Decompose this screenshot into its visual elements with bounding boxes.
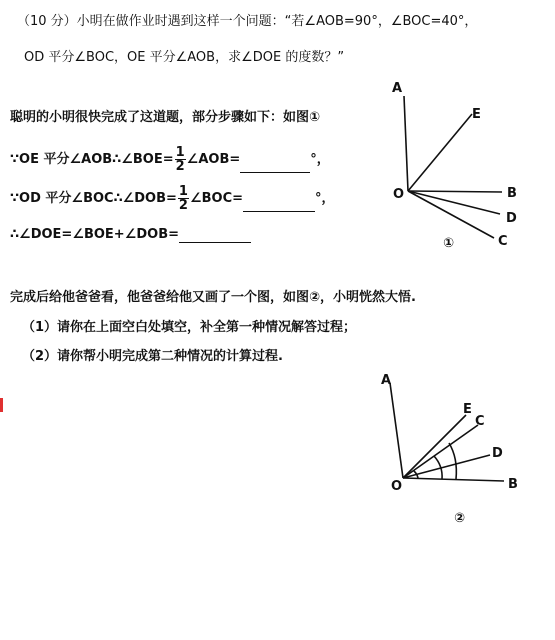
step-1-prefix: ∵OE 平分∠AOB∴∠BOE= — [10, 152, 174, 167]
step-2-end: °， — [315, 191, 335, 206]
step-1-middle: ∠AOB= — [186, 152, 241, 167]
fraction-denominator: 2 — [175, 159, 185, 174]
fraction-numerator: 1 — [175, 145, 185, 160]
fig2-caption: ② — [454, 511, 466, 526]
angle-arc-outer — [449, 443, 456, 479]
fig2-label-C: C — [475, 414, 485, 429]
fig2-label-E: E — [463, 402, 472, 417]
fig1-label-C: C — [498, 234, 508, 249]
fig2-label-A: A — [381, 373, 392, 388]
fig2-label-B: B — [508, 477, 518, 492]
fig1-label-A: A — [392, 81, 403, 96]
fig1-label-B: B — [507, 186, 517, 201]
problem-line-1: （10 分）小明在做作业时遇到这样一个问题：“若∠AOB=90°，∠BOC=40°， — [17, 14, 478, 29]
question-2: （2）请你帮小明完成第二种情况的计算过程. — [22, 349, 283, 364]
followup-line-1: 完成后给他爸爸看，他爸爸给他又画了一个图，如图②，小明恍然大悟. — [10, 290, 416, 305]
fraction-denominator: 2 — [178, 198, 188, 213]
ray-OA — [390, 383, 403, 478]
problem-line-2: OD 平分∠BOC，OE 平分∠AOB，求∠DOE 的度数？” — [24, 50, 345, 65]
fig1-label-D: D — [506, 211, 517, 226]
fig2-label-D: D — [492, 446, 503, 461]
steps-intro: 聪明的小明很快完成了这道题，部分步骤如下：如图① — [10, 110, 321, 125]
step-2-middle: ∠BOC= — [189, 191, 244, 206]
step-3-prefix: ∴∠DOE=∠BOE+∠DOB= — [10, 227, 179, 242]
question-1: （1）请你在上面空白处填空，补全第一种情况解答过程； — [22, 320, 357, 335]
fig1-caption: ① — [443, 236, 455, 251]
fig1-label-O: O — [393, 187, 405, 202]
step-2-prefix: ∵OD 平分∠BOC∴∠DOB= — [10, 191, 177, 206]
fig1-label-E: E — [472, 107, 481, 122]
ray-OC — [403, 425, 478, 478]
fig2-label-O: O — [391, 479, 403, 494]
fraction-numerator: 1 — [178, 184, 188, 199]
step-1-end: °， — [310, 152, 330, 167]
angle-arc-middle — [434, 456, 442, 479]
